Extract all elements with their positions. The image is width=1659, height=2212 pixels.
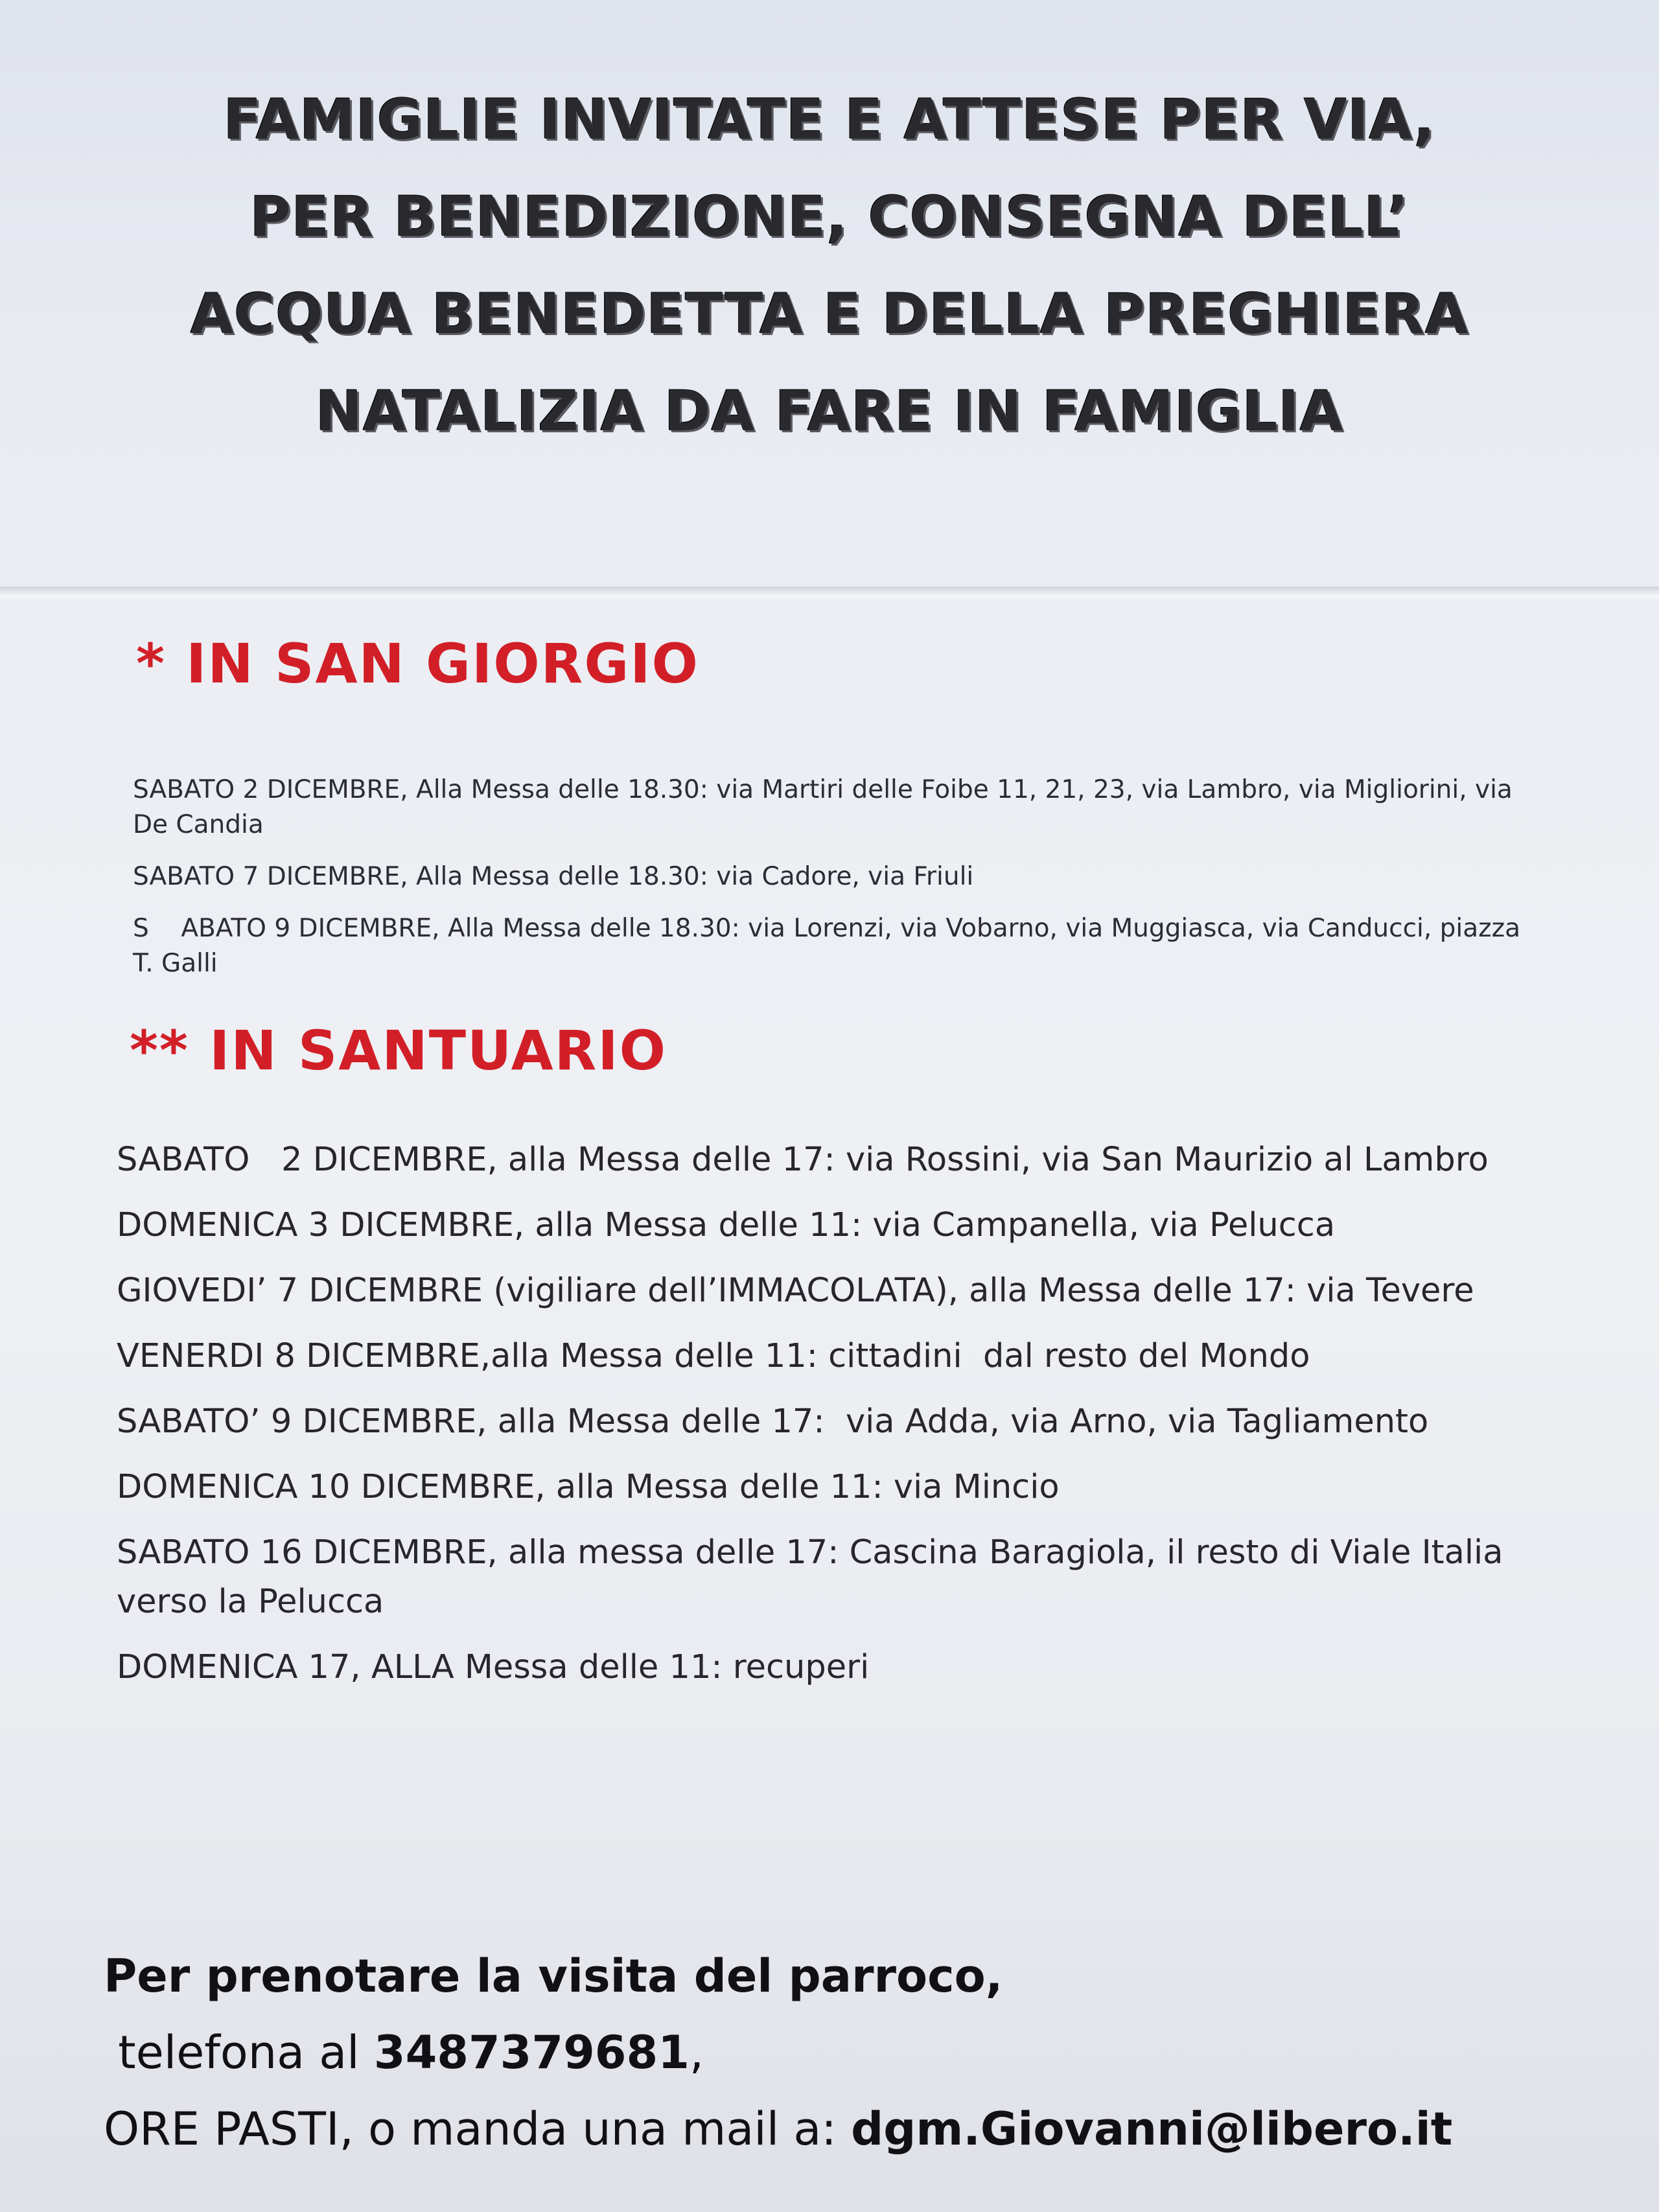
san-giorgio-schedule (133, 773, 1546, 998)
phone-number: 3487379681 (373, 2026, 690, 2079)
santuario-schedule (117, 1135, 1568, 1708)
title-line: FAMIGLIE INVITATE E ATTESE PER VIA, (223, 87, 1436, 152)
san-giorgio-heading: * IN SAN GIORGIO (136, 632, 699, 695)
mail-prefix: ORE PASTI, o manda una mail a: (104, 2102, 852, 2156)
email-address: dgm.Giovanni@libero.it (851, 2102, 1453, 2156)
schedule-item: DOMENICA 17, ALLA Messa delle 11: recuperi (117, 1648, 870, 1686)
schedule-item: SABATO 7 DICEMBRE, Alla Messa delle 18.30: via Cadore, via Friuli (133, 862, 974, 891)
schedule-item: SABATO 2 DICEMBRE, Alla Messa delle 18.30: via Martiri delle Foibe 11, 21, 23, via Lambro, via Migliorini, via De Candia (133, 775, 1513, 839)
paper-fold (0, 587, 1659, 602)
santuario-heading: ** IN SANTUARIO (130, 1019, 667, 1082)
booking-line-2 (104, 2091, 1594, 2167)
title-line: ACQUA BENEDETTA E DELLA PREGHIERA (190, 282, 1469, 347)
title-line: NATALIZIA DA FARE IN FAMIGLIA (315, 379, 1344, 444)
booking-info (104, 1938, 1594, 2167)
booking-line-1 (104, 1938, 1594, 2091)
schedule-item: SABATO’ 9 DICEMBRE, alla Messa delle 17: via Adda, via Arno, via Tagliamento (117, 1403, 1429, 1441)
line-end: , (689, 2026, 704, 2079)
schedule-item: GIOVEDI’ 7 DICEMBRE (vigiliare dell’IMMACOLATA), alla Messa delle 17: via Tevere (117, 1272, 1474, 1310)
schedule-item: DOMENICA 10 DICEMBRE, alla Messa delle 11: via Mincio (117, 1468, 1060, 1506)
flyer-title (117, 71, 1542, 460)
schedule-item: VENERDI 8 DICEMBRE,alla Messa delle 11: cittadini dal resto del Mondo (117, 1337, 1310, 1375)
booking-lead: Per prenotare la visita del parroco, (104, 1950, 1003, 2003)
schedule-item: SABATO 16 DICEMBRE, alla messa delle 17: Cascina Baragiola, il resto di Viale Italia verso la Pelucca (117, 1533, 1503, 1621)
schedule-item: S ABATO 9 DICEMBRE, Alla Messa delle 18.30: via Lorenzi, via Vobarno, via Muggiasca, via Canducci, piazza T. Galli (133, 914, 1529, 978)
title-line: PER BENEDIZIONE, CONSEGNA DELL’ (249, 185, 1410, 250)
phone-prefix: telefona al (104, 2026, 374, 2079)
schedule-item: SABATO 2 DICEMBRE, alla Messa delle 17: via Rossini, via San Maurizio al Lambro (117, 1141, 1489, 1179)
schedule-item: DOMENICA 3 DICEMBRE, alla Messa delle 11: via Campanella, via Pelucca (117, 1206, 1336, 1244)
